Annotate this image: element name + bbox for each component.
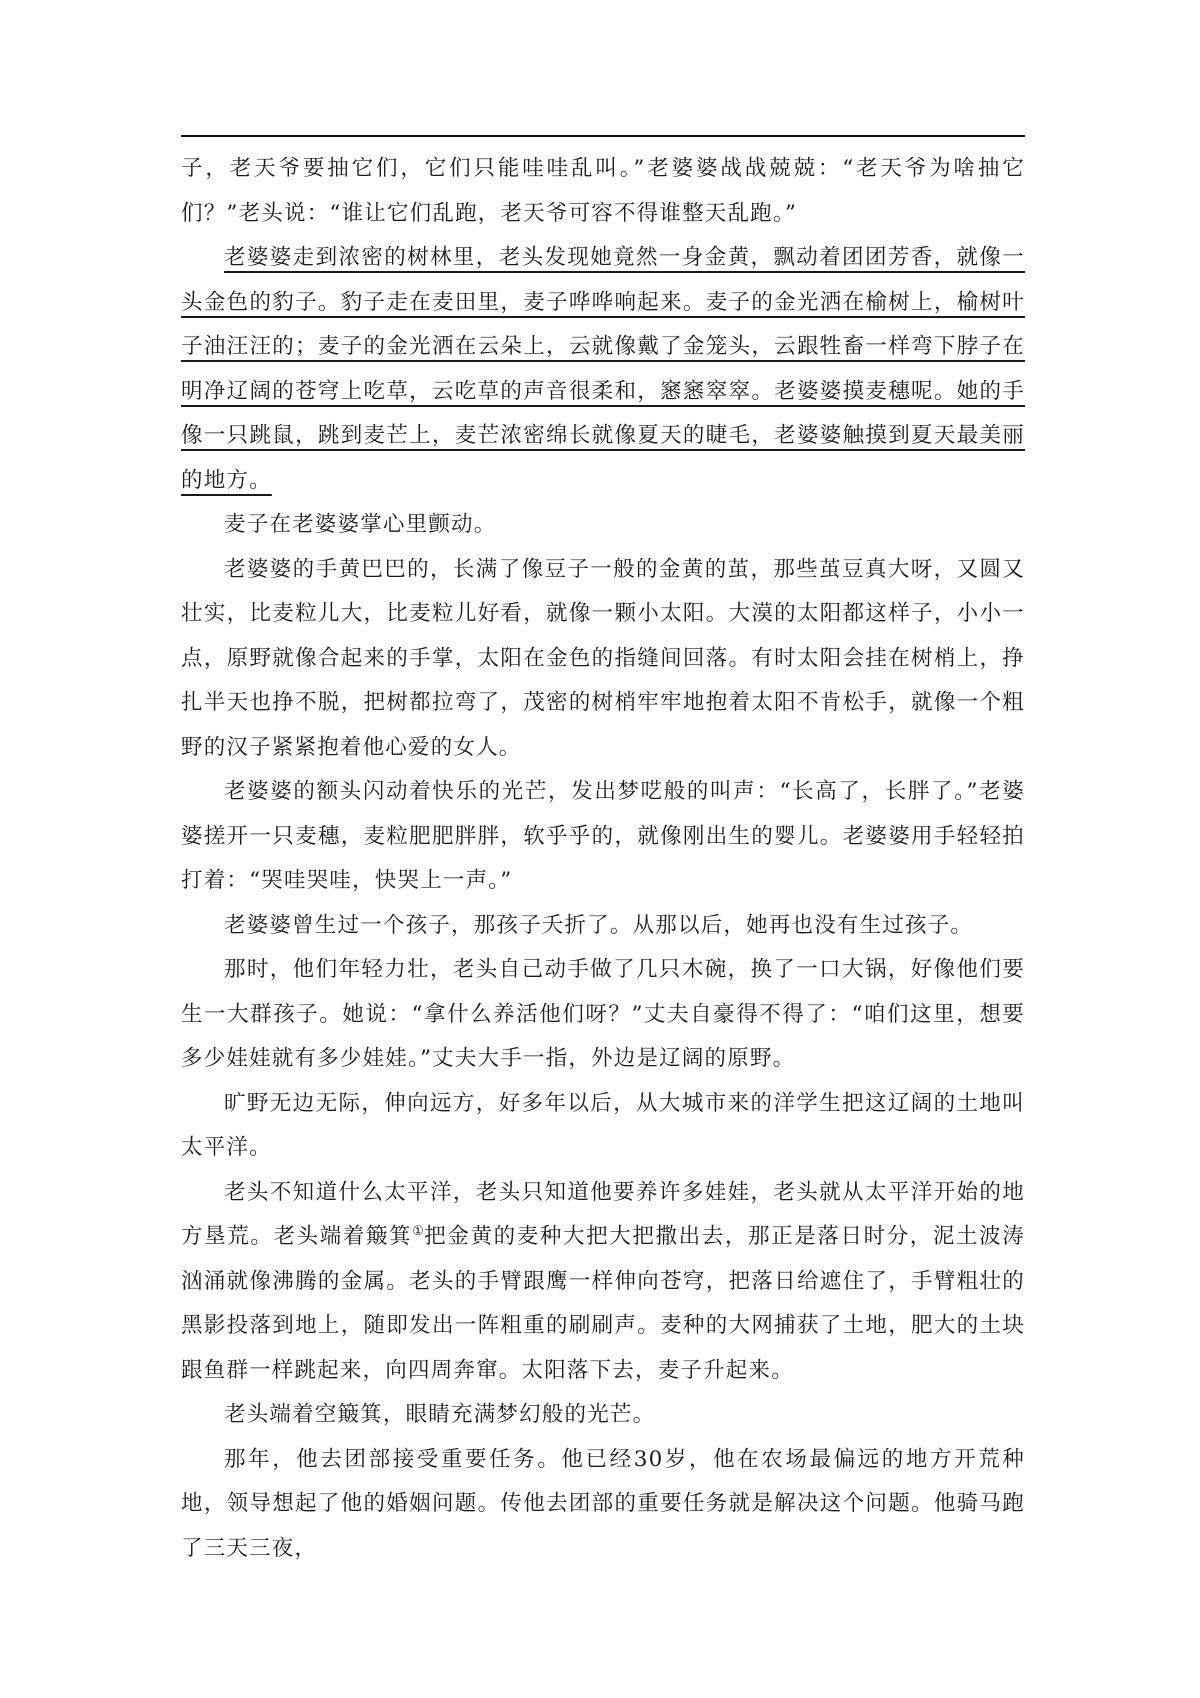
paragraph: 老婆婆曾生过一个孩子，那孩子夭折了。从那以后，她再也没有生过孩子。: [224, 912, 974, 938]
paragraph: 子，老天爷要抽它们，它们只能哇哇乱叫。”老婆婆战战兢兢：“老天爷为啥抽它们？”老头说：“谁让它们乱跑，老天爷可容不得谁整天乱跑。”: [181, 156, 1025, 226]
paragraph-text-after-note: 把金黄的麦种大把大把撒出去，那正是落日时分，泥土波涛汹涌就像沸腾的金属。老头的手臂跟鹰一样伸向苍穹，把落日给遮住了，手臂粗壮的黑影投落到地上，随即发出一阵粗重的刷刷声。麦种的大网捕获了土地，肥大的土块跟鱼群一样跳起来，向四周奔窜。太阳落下去，麦子升起来。: [181, 1224, 1025, 1383]
paragraph-with-footnote: [181, 1171, 1025, 1394]
underlined-text: 老婆婆走到浓密的树林里，老头发现她竟然一身金黄，飘动着团团芳香，就像一头金色的豹子。豹子走在麦田里，麦子哗哗响起来。麦子的金光洒在榆树上，榆树叶子油汪汪的；麦子的金光洒在云朵上，云就像戴了金笼头，云跟牲畜一样弯下脖子在明净辽阔的苍穹上吃草，云吃草的声音很柔和，窸窸窣窣。老婆婆摸麦穗呢。她的手像一只跳鼠，跳到麦芒上，麦芒浓密绵长就像夏天的睫毛，老婆婆触摸到夏天最美丽的地方。: [181, 245, 1025, 493]
paragraph: 老婆婆的额头闪动着快乐的光芒，发出梦呓般的叫声：“长高了，长胖了。”老婆婆搓开一只麦穗，麦粒肥肥胖胖，软乎乎的，就像刚出生的婴儿。老婆婆用手轻轻拍打着：“哭哇哭哇，快哭上一声。”: [181, 779, 1025, 893]
paragraph: 老婆婆的手黄巴巴的，长满了像豆子一般的金黄的茧，那些茧豆真大呀，又圆又壮实，比麦粒儿大，比麦粒儿好看，就像一颗小太阳。大漠的太阳都这样子，小小一点，原野就像合起来的手掌，太阳在金色的指缝间回落。有时太阳会挂在树梢上，挣扎半天也挣不脱，把树都拉弯了，茂密的树梢牢牢地抱着太阳不肯松手，就像一个粗野的汉子紧紧抱着他心爱的女人。: [181, 556, 1025, 760]
paragraph: 麦子在老婆婆掌心里颤动。: [224, 512, 497, 537]
paragraph: 那时，他们年轻力壮，老头自己动手做了几只木碗，换了一口大锅，好像他们要生一大群孩子。她说：“拿什么养活他们呀？”丈夫自豪得不得了：“咱们这里，想要多少娃娃就有多少娃娃。”丈夫大手一指，外边是辽阔的原野。: [181, 957, 1025, 1071]
article-body: [181, 147, 1025, 1571]
paragraph: 老头端着空簸箕，眼睛充满梦幻般的光芒。: [224, 1402, 656, 1427]
paragraph-text-before-note: 老头不知道什么太平洋，老头只知道他要养许多娃娃，老头就从太平洋开始的地方垦荒。老头端着簸箕: [181, 1179, 1025, 1249]
underlined-paragraph: [181, 236, 1025, 503]
paragraph: 那年，他去团部接受重要任务。他已经30岁，他在农场最偏远的地方开荒种地，领导想起了他的婚姻问题。传他去团部的重要任务就是解决这个问题。他骑马跑了三天三夜，: [181, 1446, 1025, 1561]
paragraph: 旷野无边无际，伸向远方，好多年以后，从大城市来的洋学生把这辽阔的土地叫太平洋。: [181, 1090, 1025, 1160]
footnote-marker: ①: [412, 1224, 425, 1239]
header-rule: [181, 135, 1025, 137]
